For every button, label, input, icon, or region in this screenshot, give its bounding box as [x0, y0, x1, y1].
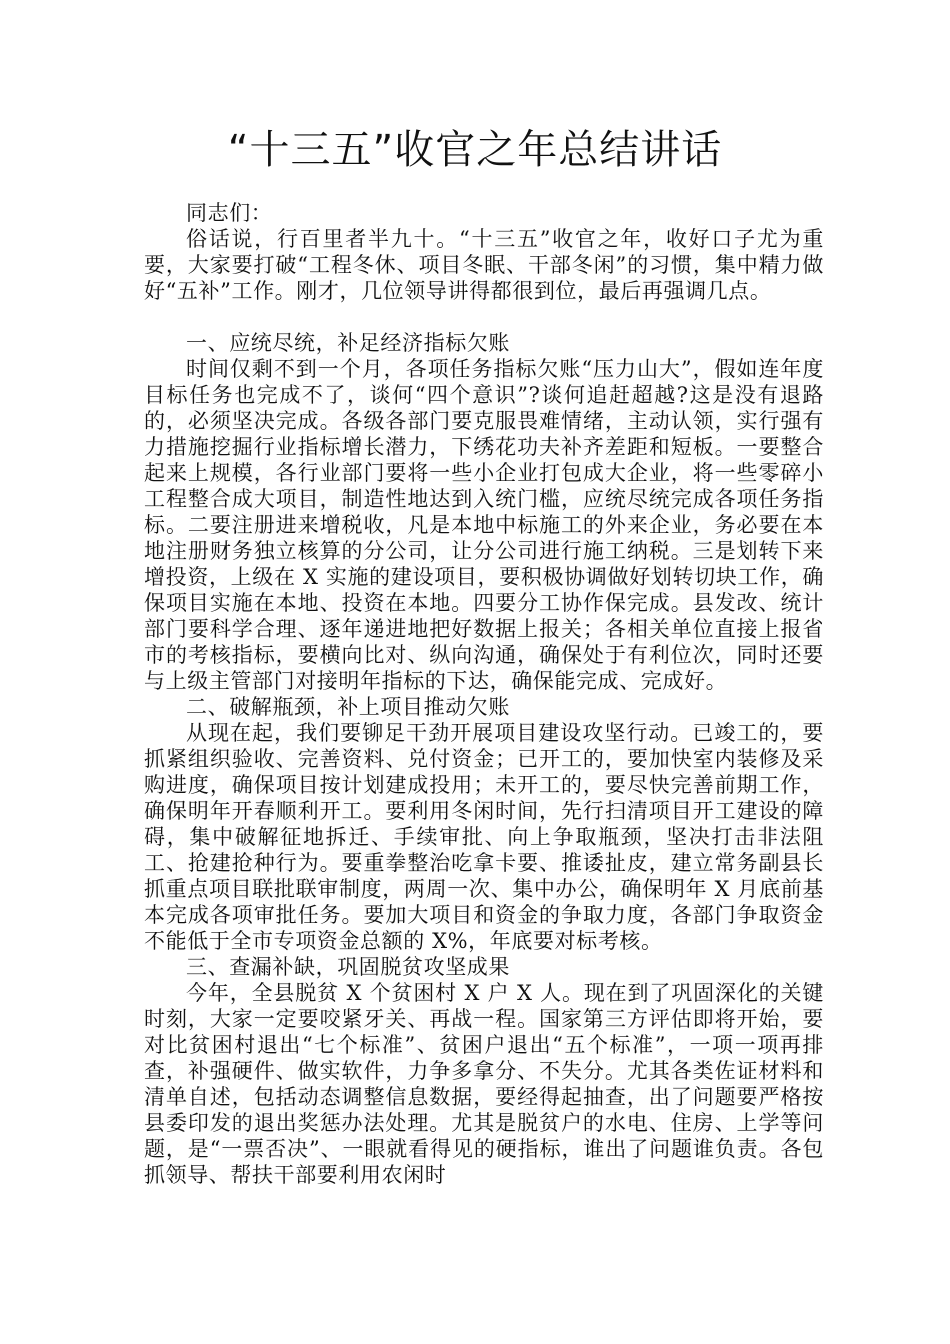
section-heading-2: 二、破解瓶颈，补上项目推动欠账	[186, 695, 510, 719]
section-heading-3: 三、查漏补缺，巩固脱贫攻坚成果	[186, 955, 510, 979]
section-heading-1: 一、应统尽统，补足经济指标欠账	[186, 331, 510, 355]
salutation: 同志们：	[186, 201, 273, 225]
paragraph-spacer	[144, 304, 824, 330]
document-body	[144, 200, 824, 1188]
section-paragraph-1: 时间仅剩不到一个月，各项任务指标欠账“压力山大”，假如连年度目标任务也完成不了，谈何“四个意识”?谈何追赶超越?这是没有退路的，必须坚决完成。各级各部门要克服畏难情绪，主动认领，实行强有力措施挖掘行业指标增长潜力，下绣花功夫补齐差距和短板。一要整合起来上规模，各行业部门要将一些小企业打包成大企业，将一些零碎小工程整合成大项目，制造性地达到入统门槛，应统尽统完成各项任务指标。二要注册进来增税收，凡是本地中标施工的外来企业，务必要在本地注册财务独立核算的分公司，让分公司进行施工纳税。三是划转下来增投资，上级在 X 实施的建设项目，要积极协调做好划转切块工作，确保项目实施在本地、投资在本地。四要分工协作保完成。县发改、统计部门要科学合理、逐年递进地把好数据上报关；各相关单位直接上报省市的考核指标，要横向比对、纵向沟通，确保处于有利位次，同时还要与上级主管部门对接明年指标的下达，确保能完成、完成好。	[144, 357, 824, 693]
document-title: “十三五”收官之年总结讲话	[227, 127, 723, 173]
section-paragraph-3: 今年，全县脱贫 X 个贫困村 X 户 X 人。现在到了巩固深化的关键时刻，大家一定要咬紧牙关、再战一程。国家第三方评估即将开始，要对比贫困村退出“七个标准”、贫困户退出“五个标准”，一项一项再排查，补强硬件、做实软件，力争多拿分、不失分。尤其各类佐证材料和清单自述，包括动态调整信息数据，要经得起抽查，出了问题要严格按县委印发的退出奖惩办法处理。尤其是脱贫户的水电、住房、上学等问题，是“一票否决”、一眼就看得见的硬指标，谁出了问题谁负责。各包抓领导、帮扶干部要利用农闲时	[144, 981, 824, 1187]
intro-paragraph: 俗话说，行百里者半九十。“十三五”收官之年，收好口子尤为重要，大家要打破“工程冬休、项目冬眠、干部冬闲”的习惯，集中精力做好“五补”工作。刚才，几位领导讲得都很到位，最后再强调几点。	[144, 227, 824, 303]
section-paragraph-2: 从现在起，我们要铆足干劲开展项目建设攻坚行动。已竣工的，要抓紧组织验收、完善资料、兑付资金；已开工的，要加快室内装修及采购进度，确保项目按计划建成投用；未开工的，要尽快完善前期工作，确保明年开春顺利开工。要利用冬闲时间，先行扫清项目开工建设的障碍，集中破解征地拆迁、手续审批、向上争取瓶颈，坚决打击非法阻工、抢建抢种行为。要重拳整治吃拿卡要、推诿扯皮，建立常务副县长抓重点项目联批联审制度，两周一次、集中办公，确保明年 X 月底前基本完成各项审批任务。要加大项目和资金的争取力度，各部门争取资金不能低于全市专项资金总额的 X%，年底要对标考核。	[144, 721, 824, 953]
